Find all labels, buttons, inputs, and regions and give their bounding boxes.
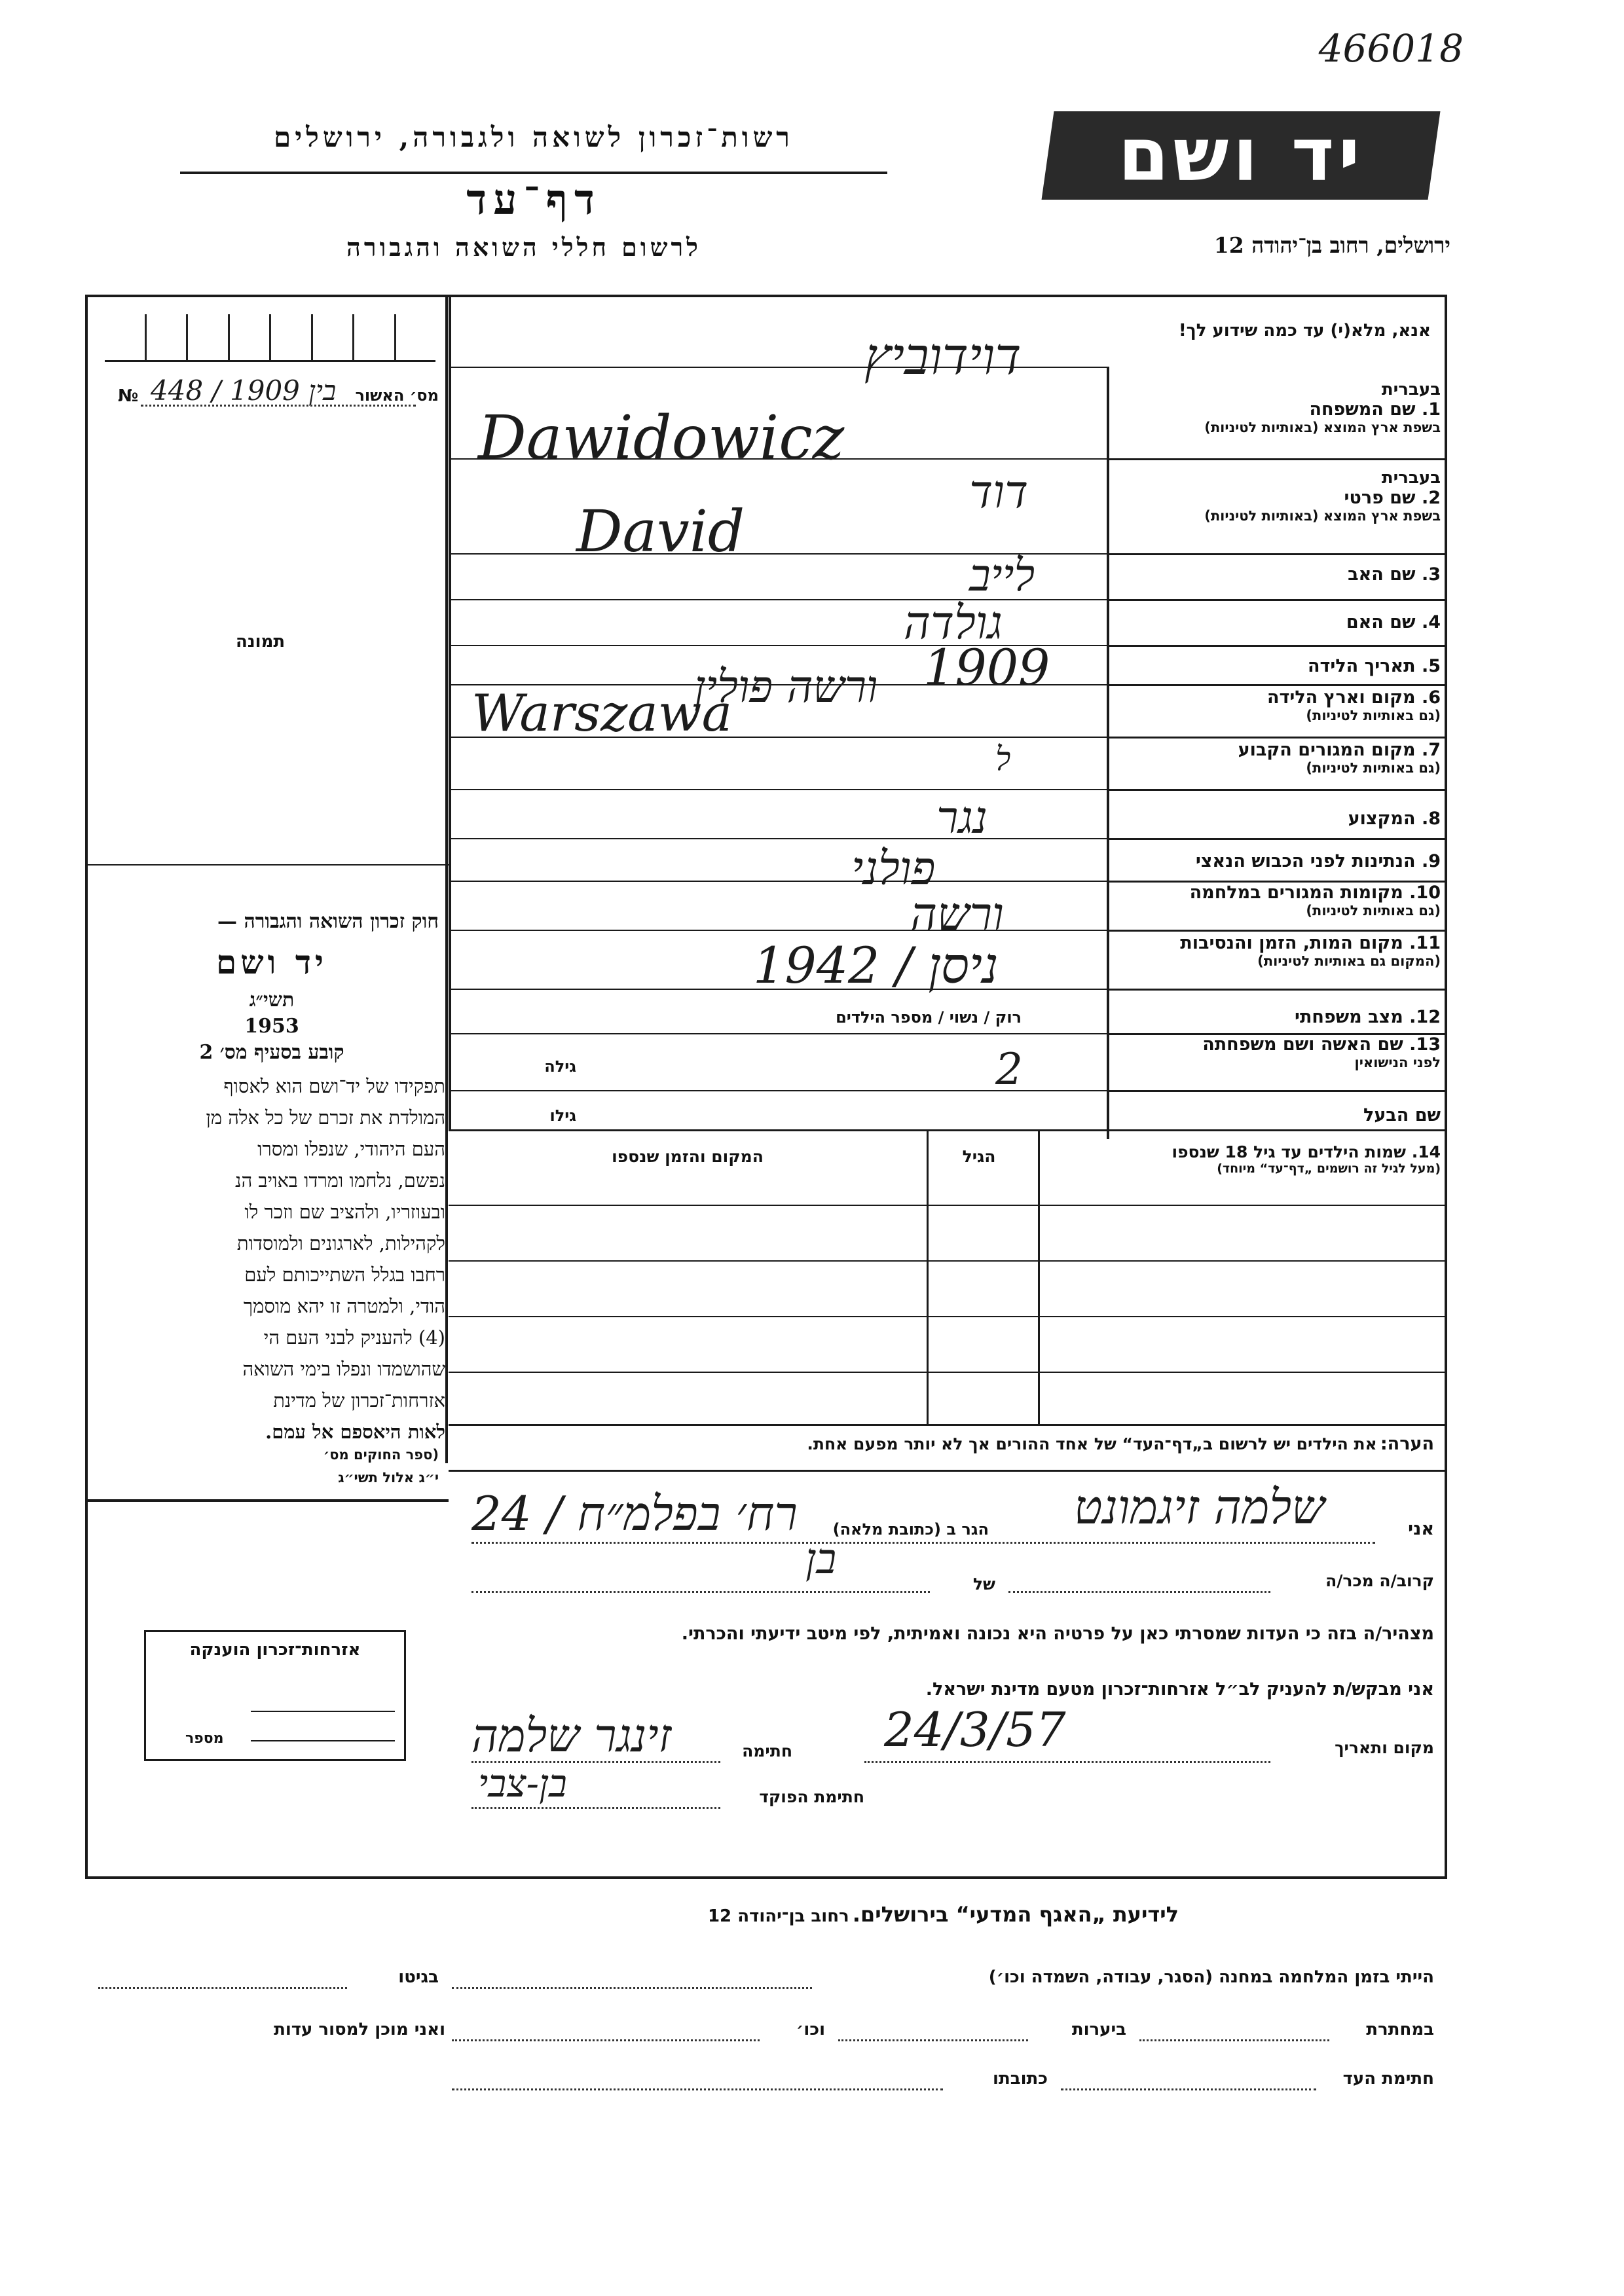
place-date-label: מקום ותאריך xyxy=(1335,1738,1434,1757)
approval-label: מס׳ האשור xyxy=(355,386,439,405)
left-column-bottom xyxy=(85,1499,449,1502)
form-title: דף־עד xyxy=(466,175,601,225)
field-row-surname xyxy=(1113,380,1441,435)
approval-boxes xyxy=(105,314,435,360)
field-label-birthplace: 6. מקום וארץ הלידה xyxy=(1266,687,1441,708)
memorial-citizenship-number-label: מספר xyxy=(185,1730,224,1747)
bottom-address: רחוב בן־יהודה 12 xyxy=(707,1906,849,1926)
field-label-firstname: 2. שם פרטי xyxy=(1344,488,1441,508)
law-footnote-1: (ספר החוקים מס׳ xyxy=(323,1447,439,1463)
hw-nationality: פולני xyxy=(851,841,936,895)
age-label-wife: גילה xyxy=(544,1057,576,1076)
hw-declarant-address: 24 / רח׳ בפלמ״ח xyxy=(471,1486,798,1541)
law-line: שהושמדו ונפלו בימי השואה xyxy=(242,1358,445,1380)
hw-occupation: נגר xyxy=(936,792,987,844)
approval-number-symbol: № xyxy=(118,386,139,406)
field-label-occupation: 8. המקצוע xyxy=(1348,809,1441,829)
of-label: של xyxy=(972,1575,995,1594)
bottom-title: לידיעת „האגף המדעי“ בירושלים. xyxy=(852,1902,1179,1927)
hw-death: 1942 / ניסן xyxy=(753,936,999,994)
field-label-wartime-residence: 10. מקומות המגורים במלחמה xyxy=(1189,883,1441,903)
hw-relation: בן xyxy=(805,1535,837,1584)
law-line: אזרחות־זכרון של מדינת xyxy=(273,1389,445,1412)
law-line: העם היהודי, שנפלו ומסרו xyxy=(257,1138,445,1160)
authority-underline xyxy=(180,172,887,174)
note-label: הערה: xyxy=(1380,1434,1434,1454)
request-text: אני מבקש/ת להעניק לב״ל אזרחות־זכרון מטעם מדינת ישראל. xyxy=(925,1679,1434,1700)
law-title: חוק זכרון השואה והגבורה — xyxy=(217,910,439,933)
label-column-divider xyxy=(1107,367,1109,1139)
logo-text: יד ושם xyxy=(1118,113,1364,198)
address-line: ירושלים, רחוב בן־יהודה 12 xyxy=(1213,232,1450,258)
law-line: הודי, ולמטרה זו יהא מוסמך xyxy=(243,1295,445,1317)
hw-birthdate: 1909 xyxy=(923,638,1050,697)
hw-wartime-residence: ורשה xyxy=(910,887,1004,941)
hw-children-count: 2 xyxy=(995,1044,1023,1095)
relative-label: קרוב/ה מכר/ה xyxy=(1325,1571,1434,1590)
memorial-citizenship-title: אזרחות־זכרון הוענקה xyxy=(189,1640,361,1660)
field-sub-wartime-residence: (גם באותיות לטיניות) xyxy=(1306,903,1441,919)
bottom-line3-a: חתימת העד xyxy=(1342,2069,1434,2088)
field-row-residence xyxy=(1113,740,1441,776)
signature-label: חתימה xyxy=(742,1741,792,1760)
field-label-residence: 7. מקום המגורים הקבוע xyxy=(1238,740,1441,760)
field-sub-firstname: בשפת ארץ המוצא (באותיות לטיניות) xyxy=(1204,508,1441,524)
law-line: ובעוזריו, ולהציב שם וזכר לו xyxy=(244,1201,445,1223)
hw-place-date: 24/3/57 xyxy=(884,1702,1066,1757)
hw-firstname-hebrew: דוד xyxy=(969,465,1029,519)
law-year-hebrew: תשי״ג xyxy=(249,989,295,1011)
declarant-residing-label: הגר ב (כתובת מלאה) xyxy=(832,1520,989,1539)
photo-label: תמונה xyxy=(236,632,286,651)
field-sub-residence: (גם באותיות לטיניות) xyxy=(1306,760,1441,776)
law-clause: קובע בסעיף מס׳ 2 xyxy=(199,1041,344,1064)
bottom-line2-a: במחתרת xyxy=(1366,2020,1434,2039)
law-paragraph xyxy=(105,1070,445,1448)
hw-firstname-latin: David xyxy=(576,498,745,565)
hw-residence: ל xyxy=(995,740,1011,778)
hw-surname-hebrew: דוידוביץ xyxy=(864,327,1022,386)
law-line: נפשם, נלחמו ומרדו באויב הנ xyxy=(235,1169,445,1192)
law-line: (4) להעניק לבני העם הי xyxy=(263,1326,445,1349)
approval-dotted-line xyxy=(141,405,416,407)
bottom-line1-a: הייתי בזמן המלחמה במחנה (הסגר, עבודה, השמדה וכו׳) xyxy=(988,1967,1434,1987)
field-row-wife xyxy=(1113,1034,1441,1070)
law-year: 1953 xyxy=(244,1015,299,1038)
field-row-death xyxy=(1113,933,1441,969)
children-sub: (מעל לגיל זה רושמים „דף־עד“ מיוחד) xyxy=(1217,1161,1441,1176)
law-line: תפקידו של יד־ושם הוא לאסוף xyxy=(223,1075,445,1097)
bottom-line1-b: בגיטו xyxy=(398,1967,439,1987)
children-col-divider-1 xyxy=(927,1129,929,1424)
bottom-line2-c: וכו׳ xyxy=(796,2020,825,2039)
photo-area-bottom xyxy=(85,864,449,866)
approval-box-baseline xyxy=(105,360,435,362)
law-line: לקהילות, לארגונים ולמוסדות xyxy=(236,1232,445,1254)
field-label-mother: 4. שם האם xyxy=(1346,612,1441,632)
hw-official: בן-צבי xyxy=(478,1761,567,1806)
field-sub-surname: בשפת ארץ המוצא (באותיות לטיניות) xyxy=(1204,420,1441,435)
field-label-nationality: 9. הנתינות לפני הכבוש הנאצי xyxy=(1195,851,1441,871)
field-sub-birthplace: (גם באותיות לטיניות) xyxy=(1306,708,1441,723)
yad-vashem-logo xyxy=(1042,111,1441,200)
children-col-age: הגיל xyxy=(962,1147,996,1166)
hw-surname-latin: Dawidowicz xyxy=(478,403,845,473)
bottom-line2-b: ביערות xyxy=(1071,2020,1126,2039)
bottom-line3-b: כתובתו xyxy=(993,2069,1048,2088)
law-line: לאות היאספם אל עמם. xyxy=(265,1421,445,1443)
hw-father: לייב xyxy=(969,550,1035,602)
age-label-husband: גילו xyxy=(549,1106,576,1125)
field-label-father: 3. שם האב xyxy=(1348,564,1441,585)
bottom-title-row xyxy=(458,1902,1179,1927)
data-column-left-border xyxy=(449,295,451,1129)
declaration-text: מצהיר/ה בזה כי העדות שמסרתי כאן על פרטיה היא נכונה ואמיתית, לפי מיטב ידיעתי והכרתי. xyxy=(681,1624,1434,1644)
law-name: יד ושם xyxy=(216,943,327,981)
law-footnote-2: י״ג אלול תשי״ג xyxy=(338,1470,439,1485)
approval-number-value: 448 / 1909 בין xyxy=(151,374,337,407)
field-label-birthdate: 5. תאריך הלידה xyxy=(1307,656,1441,676)
declarant-i-label: אני xyxy=(1408,1519,1434,1539)
official-signature-label: חתימת הפוקד xyxy=(759,1787,864,1806)
field-label-death: 11. מקום המות, הזמן והנסיבות xyxy=(1180,933,1441,953)
field-label-husband: שם הבעל xyxy=(1363,1105,1441,1125)
in-hebrew-label: בעברית xyxy=(1381,380,1441,399)
memorial-citizenship-box xyxy=(144,1630,406,1761)
field-label-wife: 13. שם האשה ושם משפחתה xyxy=(1202,1034,1441,1055)
left-column-border xyxy=(445,295,448,1463)
children-label: 14. שמות הילדים עד גיל 18 שנספו xyxy=(1172,1142,1441,1161)
children-col-place: המקום והזמן שנספו xyxy=(612,1147,764,1166)
hw-birthplace-latin: Warszawa xyxy=(471,684,733,743)
children-col-divider-2 xyxy=(1038,1129,1040,1424)
note-text: את הילדים יש לרשום ב„דף־העד“ של אחד ההורים אך לא יותר מפעם אחת. xyxy=(807,1434,1377,1453)
field-row-firstname xyxy=(1113,468,1441,524)
note-row xyxy=(458,1434,1434,1454)
field-row-wartime-residence xyxy=(1113,883,1441,919)
field-row-birthplace xyxy=(1113,687,1441,723)
law-line: רחבו בגלל השתייכותם לעם xyxy=(244,1264,445,1286)
hw-signature: זינגר שלמה xyxy=(471,1709,672,1762)
hw-birthplace-hebrew: ורשה פולין xyxy=(694,661,878,713)
field-sub-wife: לפני הנישואין xyxy=(1354,1055,1441,1070)
children-header xyxy=(1054,1142,1441,1176)
archive-number: 466018 xyxy=(1318,26,1464,71)
hw-mother: גולדה xyxy=(904,596,1003,649)
law-line: המולדת את זכרם של כל אלה מן xyxy=(206,1106,445,1129)
marital-options: רוק / נשוי / מספר הילדים xyxy=(836,1008,1022,1027)
authority-line: רשות־זכרון לשואה ולגבורה, ירושלים xyxy=(274,121,794,153)
hw-declarant-name: שלמה זיגמונט xyxy=(1074,1480,1325,1535)
field-label-surname: 1. שם המשפחה xyxy=(1309,399,1441,420)
field-sub-death: (המקום גם באותיות לטיניות) xyxy=(1257,953,1441,969)
bottom-line2-d: ואני מוכן למסור עדות xyxy=(274,2020,445,2039)
form-instruction: אנא, מלא(י) עד כמה שידוע לך! xyxy=(1178,321,1431,340)
form-subtitle: לרשום חללי השואה והגבורה xyxy=(346,232,701,262)
in-hebrew-label: בעברית xyxy=(1381,468,1441,488)
field-label-marital: 12. מצב משפחתי xyxy=(1295,1007,1441,1027)
